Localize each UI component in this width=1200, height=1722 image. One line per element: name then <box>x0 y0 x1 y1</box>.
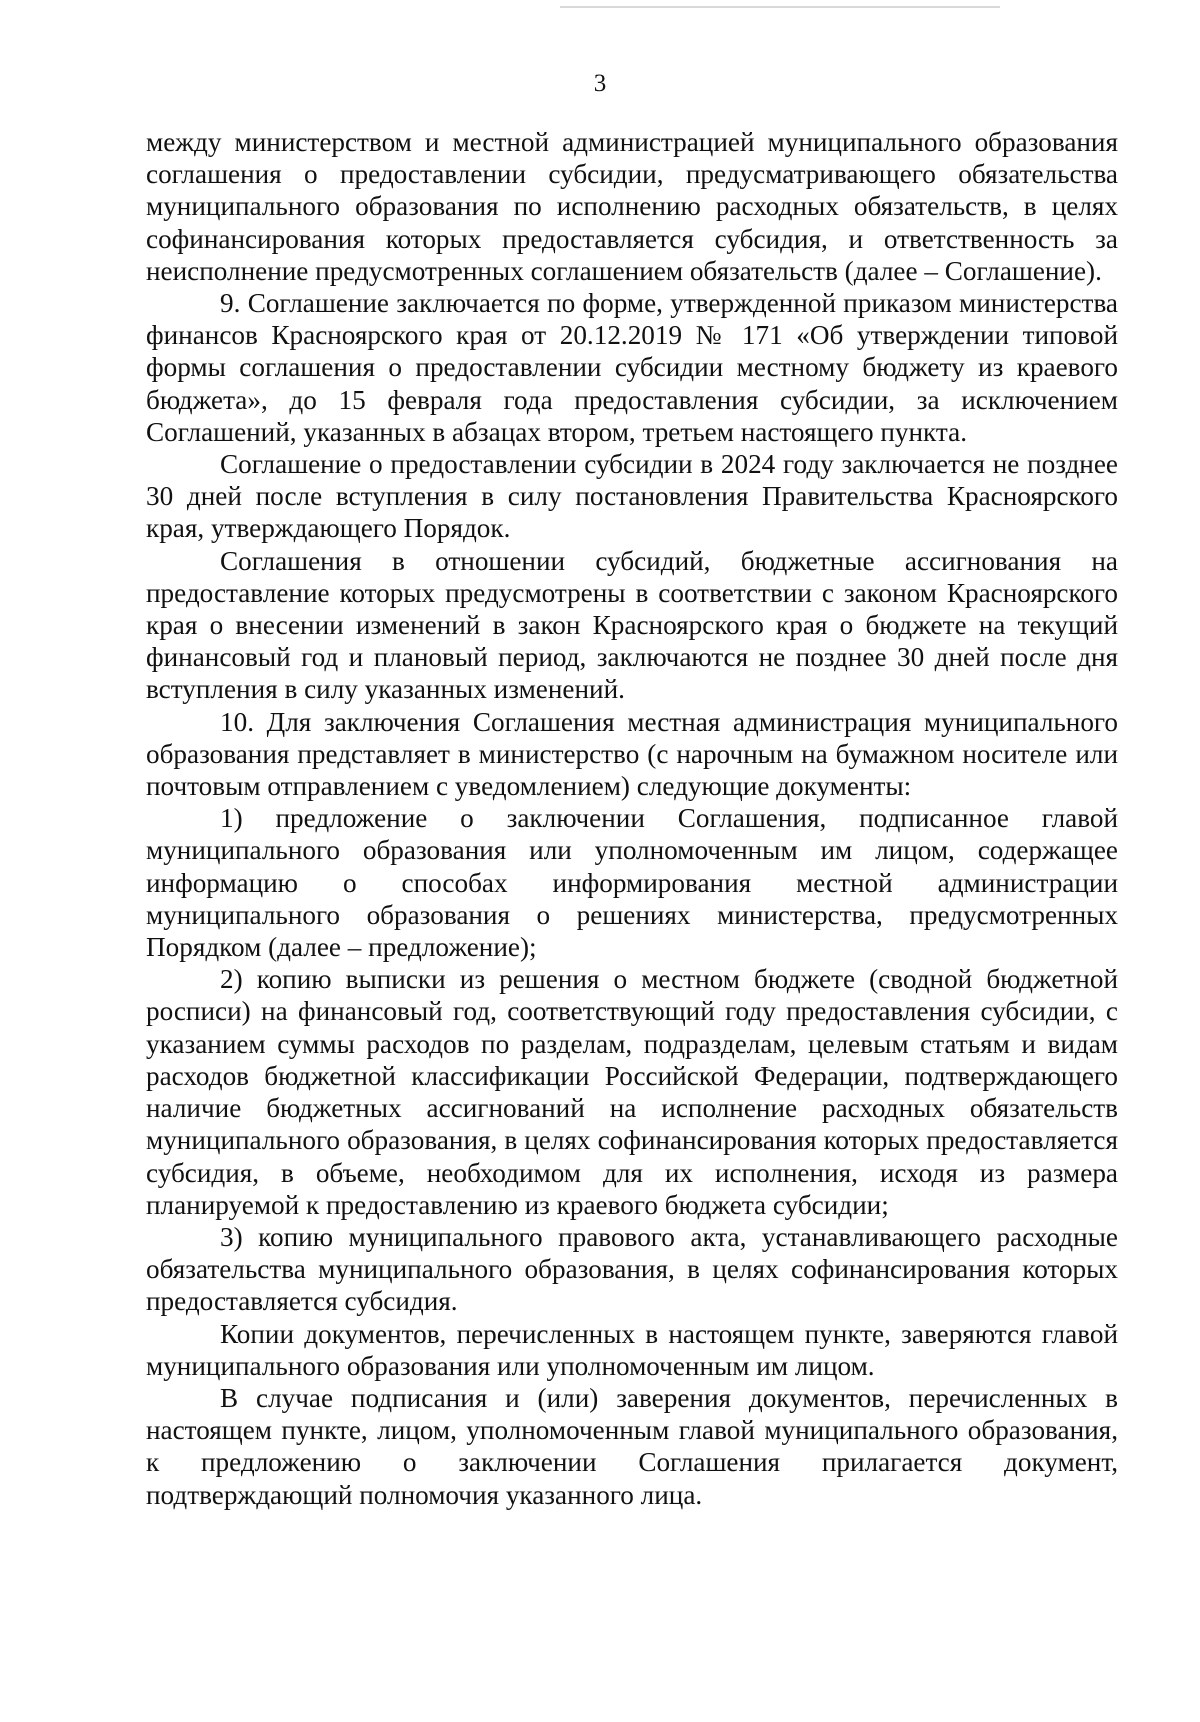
list-item: 3) копию муниципального правового акта, устанавливающего расходные обязательства муниципального образования, в целях софинансирования которых предоставляется субсидия. <box>146 1221 1118 1317</box>
document-body <box>146 126 1118 1511</box>
page-number: 3 <box>593 70 607 97</box>
paragraph: Копии документов, перечисленных в настоящем пункте, заверяются главой муниципального образования или уполномоченным им лицом. <box>146 1318 1118 1381</box>
list-item: 1) предложение о заключении Соглашения, подписанное главой муниципального образования или уполномоченным им лицом, содержащее информацию о способах информирования местной администрации муниципального образования о решениях министерства, предусмотренных Порядком (далее – предложение); <box>146 803 1118 963</box>
scan-edge-line <box>560 6 1000 8</box>
paragraph: 9. Соглашение заключается по форме, утвержденной приказом министерства финансов Красноярского края от 20.12.2019 № 171 «Об утверждении типовой формы соглашения о предоставлении субсидии местному бюджету из краевого бюджета», до 15 февраля года предоставления субсидии, за исключением Соглашений, указанных в абзацах втором, третьем настоящего пункта. <box>146 288 1118 447</box>
paragraph: между министерством и местной администрацией муниципального образования соглашения о предоставлении субсидии, предусматривающего обязательства муниципального образования по исполнению расходных обязательств, в целях софинансирования которых предоставляется субсидия, и ответственность за неисполнение предусмотренных соглашением обязательств (далее – Соглашение). <box>146 127 1118 286</box>
paragraph: В случае подписания и (или) заверения документов, перечисленных в настоящем пункте, лицом, уполномоченным главой муниципального образования, к предложению о заключении Соглашения прилагается документ, подтверждающий полномочия указанного лица. <box>146 1382 1118 1510</box>
paragraph: Соглашения в отношении субсидий, бюджетные ассигнования на предоставление которых предусмотрены в соответствии с законом Красноярского края о внесении изменений в закон Красноярского края о бюджете на текущий финансовый год и плановый период, заключаются не позднее 30 дней после дня вступления в силу указанных изменений. <box>146 545 1118 705</box>
list-item: 2) копию выписки из решения о местном бюджете (сводной бюджетной росписи) на финансовый год, соответствующий году предоставления субсидии, с указанием суммы расходов по разделам, подразделам, целевым статьям и видам расходов бюджетной классификации Российской Федерации, подтверждающего наличие бюджетных ассигнований на исполнение расходных обязательств муниципального образования, в целях софинансирования которых предоставляется субсидия, в объеме, необходимом для их исполнения, исходя из размера планируемой к предоставлению из краевого бюджета субсидии; <box>146 964 1118 1220</box>
paragraph: Соглашение о предоставлении субсидии в 2024 году заключается не позднее 30 дней после вступления в силу постановления Правительства Красноярского края, утверждающего Порядок. <box>146 449 1118 544</box>
paragraph: 10. Для заключения Соглашения местная администрация муниципального образования представляет в министерство (с нарочным на бумажном носителе или почтовым отправлением с уведомлением) следующие документы: <box>146 706 1118 802</box>
